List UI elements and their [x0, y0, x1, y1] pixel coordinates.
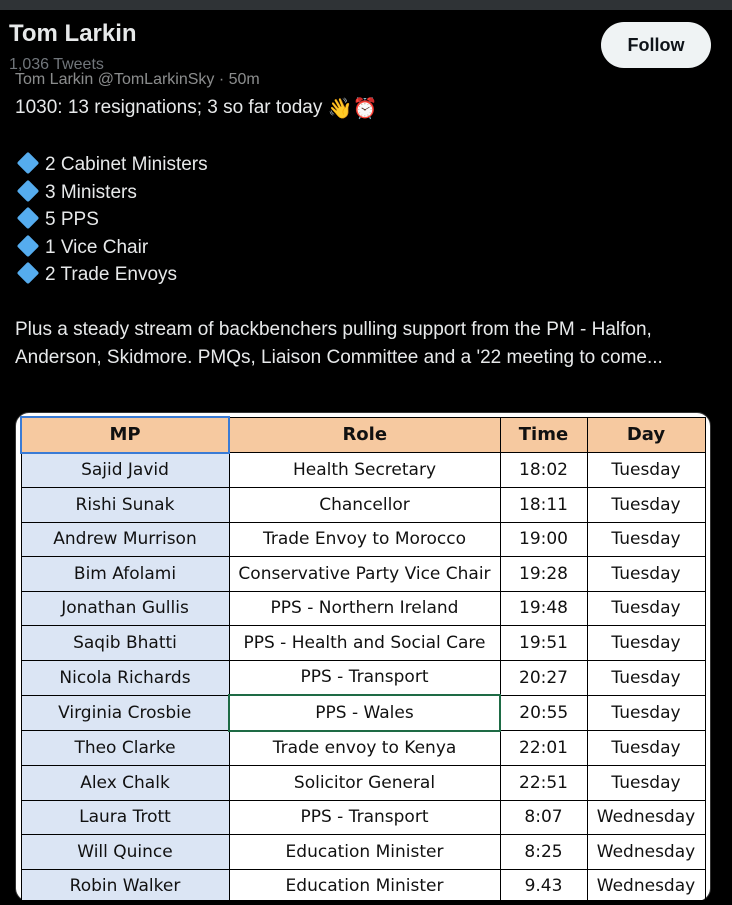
cell-mp: Robin Walker [21, 869, 229, 904]
cell-mp: Virginia Crosbie [21, 695, 229, 731]
cell-time: 19:28 [500, 557, 587, 592]
cell-mp: Theo Clarke [21, 731, 229, 766]
header-role: Role [229, 417, 500, 453]
cell-time: 19:51 [500, 626, 587, 661]
tweet-paragraph: Plus a steady stream of backbenchers pulling support from the PM - Halfon, Anderson, Skidmore. PMQs, Liaison Committee and a '22 meeting to come... [15, 319, 663, 368]
cell-time: 20:27 [500, 660, 587, 695]
table-row [21, 660, 705, 695]
cell-day: Tuesday [587, 557, 705, 592]
cell-mp: Bim Afolami [21, 557, 229, 592]
cell-mp: Laura Trott [21, 800, 229, 835]
large-blue-diamond-icon [17, 179, 40, 202]
tweet-author-line: Tom Larkin @TomLarkinSky · 50m [15, 71, 260, 88]
tweet-body [15, 94, 715, 371]
cell-mp: Will Quince [21, 835, 229, 870]
table-row [21, 766, 705, 801]
large-blue-diamond-icon [17, 152, 40, 175]
table-row [21, 453, 705, 488]
cell-day: Tuesday [587, 522, 705, 557]
cell-time: 22:51 [500, 766, 587, 801]
cell-day: Tuesday [587, 591, 705, 626]
cell-day: Tuesday [587, 660, 705, 695]
cell-role: Conservative Party Vice Chair [229, 557, 500, 592]
table-row [21, 488, 705, 523]
tweet-intro [15, 94, 715, 124]
bullet-item [15, 206, 715, 234]
cell-role: Solicitor General [229, 766, 500, 801]
cell-time: 19:48 [500, 591, 587, 626]
table-row [21, 869, 705, 904]
header-mp: MP [21, 417, 229, 453]
cell-mp: Rishi Sunak [21, 488, 229, 523]
cell-mp: Andrew Murrison [21, 522, 229, 557]
header-time: Time [500, 417, 587, 453]
profile-name[interactable]: Tom Larkin [9, 20, 137, 47]
bullet-item [15, 151, 715, 179]
bullet-text: 3 Ministers [45, 181, 137, 203]
cell-role: PPS - Wales [229, 695, 500, 731]
bullet-text: 2 Trade Envoys [45, 264, 178, 285]
cell-role: Education Minister [229, 869, 500, 904]
cell-day: Tuesday [587, 453, 705, 488]
cell-role: Trade envoy to Kenya [229, 731, 500, 766]
table-image[interactable] [15, 412, 711, 902]
bullet-item [15, 261, 715, 289]
large-blue-diamond-icon [17, 234, 40, 257]
table-row [21, 522, 705, 557]
cell-day: Tuesday [587, 488, 705, 523]
large-blue-diamond-icon [17, 207, 40, 230]
cell-role: PPS - Transport [229, 660, 500, 695]
waving-hand-icon: 👋⏰ [327, 98, 378, 120]
table-row [21, 557, 705, 592]
cell-day: Wednesday [587, 869, 705, 904]
table-row [21, 800, 705, 835]
cell-role: Chancellor [229, 488, 500, 523]
cell-mp: Nicola Richards [21, 660, 229, 695]
tweet-count: 1,036 Tweets [9, 56, 104, 73]
cell-time: 18:02 [500, 453, 587, 488]
cell-role: PPS - Northern Ireland [229, 591, 500, 626]
bullet-text: 5 PPS [45, 209, 99, 230]
cell-day: Tuesday [587, 695, 705, 731]
cell-role: PPS - Health and Social Care [229, 626, 500, 661]
cell-mp: Saqib Bhatti [21, 626, 229, 661]
cell-mp: Sajid Javid [21, 453, 229, 488]
cell-role: Health Secretary [229, 453, 500, 488]
table-row [21, 695, 705, 731]
cell-day: Tuesday [587, 731, 705, 766]
cell-role: PPS - Transport [229, 800, 500, 835]
cell-mp: Jonathan Gullis [21, 591, 229, 626]
resignations-table [20, 416, 706, 904]
cell-time: 8:07 [500, 800, 587, 835]
bullet-item [15, 234, 715, 262]
cell-time: 22:01 [500, 731, 587, 766]
cell-time: 19:00 [500, 522, 587, 557]
large-blue-diamond-icon [17, 262, 40, 285]
table-row [21, 835, 705, 870]
top-border [0, 0, 732, 10]
cell-mp: Alex Chalk [21, 766, 229, 801]
intro-text: 1030: 13 resignations; 3 so far today [15, 97, 323, 118]
cell-time: 8:25 [500, 835, 587, 870]
cell-day: Tuesday [587, 766, 705, 801]
cell-time: 9.43 [500, 869, 587, 904]
bullet-item [15, 179, 715, 207]
follow-button[interactable]: Follow [601, 22, 711, 68]
bullet-text: 2 Cabinet Ministers [45, 154, 208, 175]
table-row [21, 626, 705, 661]
cell-day: Wednesday [587, 835, 705, 870]
cell-time: 20:55 [500, 695, 587, 731]
table-header-row [21, 417, 705, 453]
bullet-text: 1 Vice Chair [45, 236, 149, 258]
cell-role: Education Minister [229, 835, 500, 870]
bottom-strip [0, 900, 732, 905]
bullet-list [15, 151, 715, 289]
cell-day: Tuesday [587, 626, 705, 661]
table-row [21, 731, 705, 766]
table-row [21, 591, 705, 626]
cell-time: 18:11 [500, 488, 587, 523]
cell-day: Wednesday [587, 800, 705, 835]
header-day: Day [587, 417, 705, 453]
cell-role: Trade Envoy to Morocco [229, 522, 500, 557]
